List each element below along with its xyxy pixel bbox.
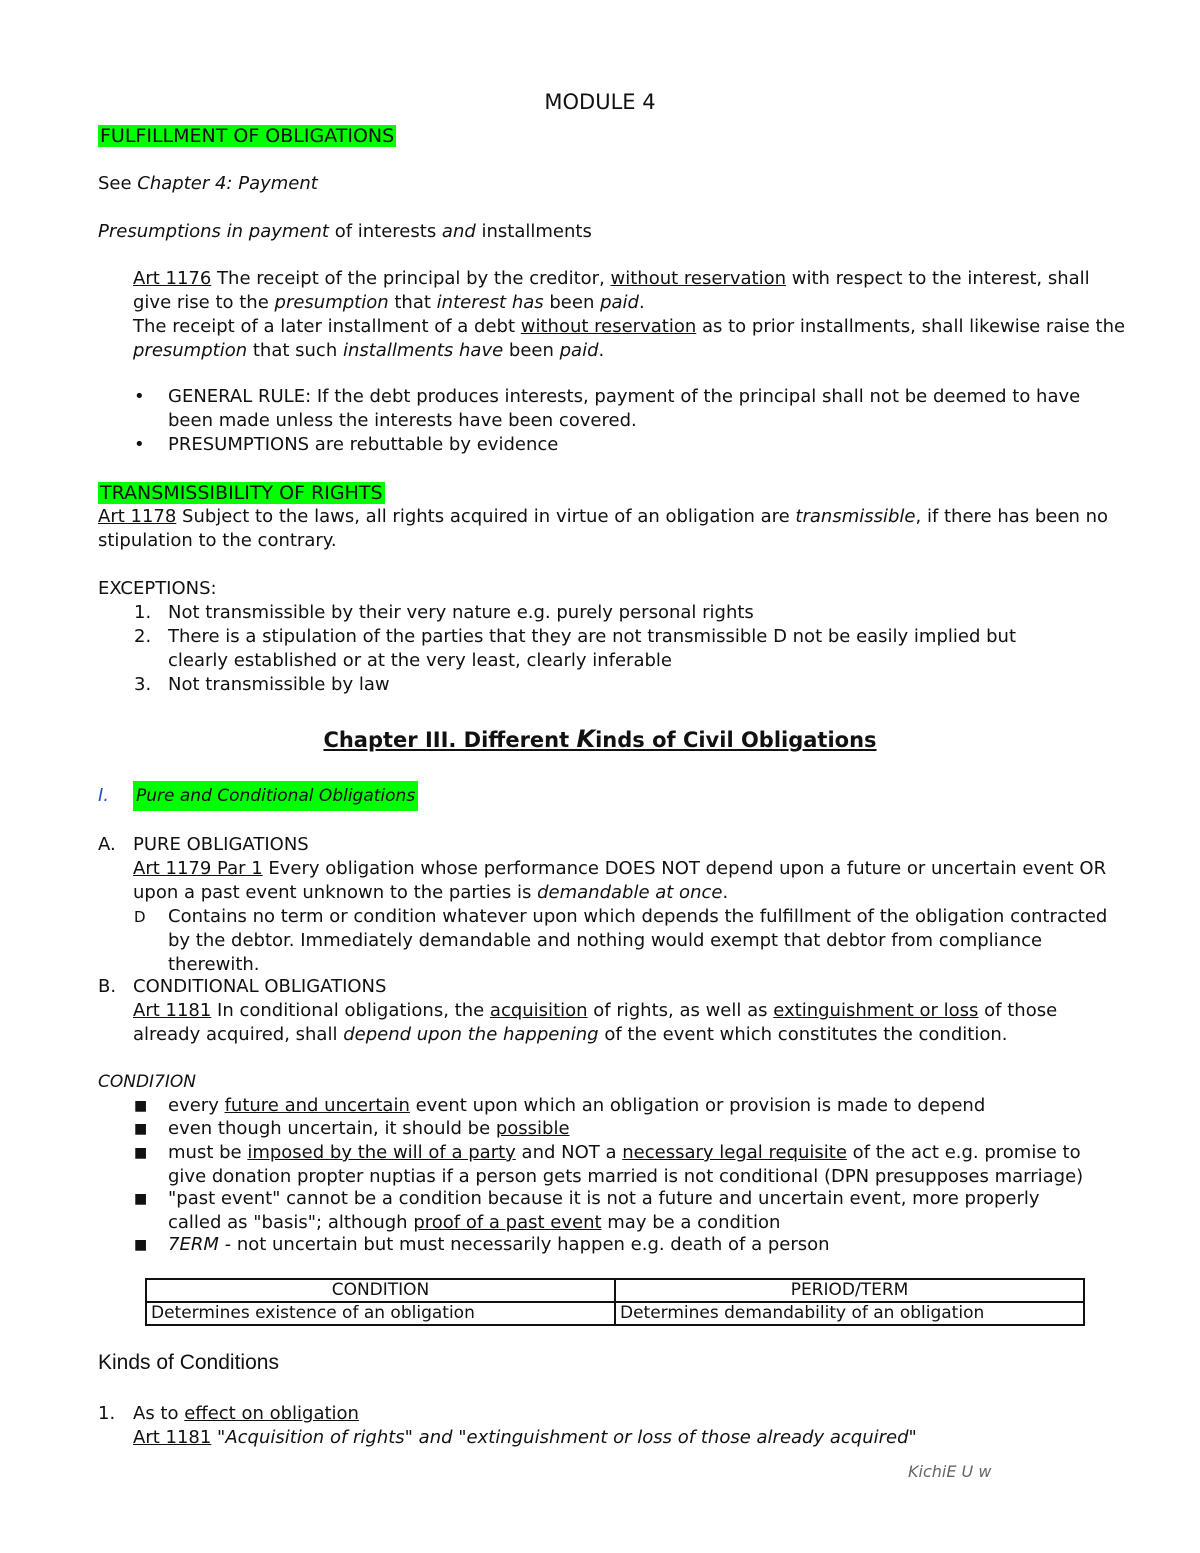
square-bullet-icon: ■ — [134, 1191, 148, 1207]
text-run: every — [168, 1095, 225, 1116]
text-run: The receipt of a later installment of a debt — [133, 316, 521, 337]
art-1181-paragraph — [133, 999, 1123, 1047]
list-letter: B. — [98, 976, 117, 997]
underlined-term: without reservation — [520, 316, 697, 337]
heading-highlight: FULFILLMENT OF OBLIGATIONS — [100, 125, 395, 147]
exceptions-label: EXCEPTIONS: — [98, 578, 217, 599]
text-run: - not uncertain but must necessarily happen e.g. death of a person — [218, 1234, 830, 1255]
list-letter: A. — [98, 834, 116, 855]
list-number: 2. — [134, 626, 152, 647]
subsection-title: Pure and Conditional Obligations — [133, 781, 418, 811]
square-bullet-icon: ■ — [134, 1098, 148, 1114]
presumptions-part: and — [441, 221, 476, 242]
table-row — [146, 1302, 1084, 1325]
presumptions-part: Presumptions in payment — [98, 221, 329, 242]
exception-item: Not transmissible by their very nature e.g. purely personal rights — [168, 602, 754, 623]
list-number: 1. — [98, 1403, 116, 1424]
text-run: . — [722, 882, 729, 903]
text-run: Every obligation whose performance DOES NOT depend upon a future or uncertain event OR upon a past event unknown to the parties is — [133, 858, 1107, 903]
bullet-dot-icon: • — [134, 434, 145, 455]
condition-bullet — [168, 1094, 1128, 1118]
chapter-title-part: inds of Civil Obligations — [595, 728, 877, 752]
exception-item: Not transmissible by law — [168, 674, 390, 695]
condition-vs-term-table — [145, 1278, 1085, 1326]
subsection-number: I. — [98, 785, 110, 806]
presumptions-part: installments — [475, 221, 592, 242]
underlined-term: future and uncertain — [224, 1095, 410, 1116]
square-bullet-icon: ■ — [134, 1145, 148, 1161]
underlined-term: effect on obligation — [184, 1403, 359, 1424]
table-header-condition: CONDITION — [146, 1279, 615, 1302]
italic-term: 7ERM — [168, 1234, 219, 1255]
text-run: even though uncertain, it should be — [168, 1118, 496, 1139]
text-run: As to — [133, 1403, 185, 1424]
presumptions-subheading — [98, 220, 592, 244]
heading-highlight: TRANSMISSIBILITY OF RIGHTS — [100, 482, 383, 504]
article-ref: Art 1181 — [133, 1427, 212, 1448]
text-run: The receipt of the principal by the creditor, — [211, 268, 611, 289]
italic-term: demandable at once — [537, 882, 723, 903]
underlined-term: possible — [495, 1118, 570, 1139]
section-heading-fulfillment — [98, 124, 396, 148]
text-run: of those already acquired, shall — [133, 1000, 1058, 1045]
text-run: . — [638, 292, 645, 313]
text-run: may be a condition — [601, 1212, 781, 1233]
kinds-heading: Kinds of Conditions — [98, 1351, 279, 1374]
condition-bullet — [168, 1233, 1128, 1257]
article-ref: Art 1178 — [98, 506, 177, 527]
underlined-term: necessary legal requisite — [622, 1142, 847, 1163]
list-number: 1. — [134, 602, 152, 623]
kinds-article — [133, 1426, 917, 1450]
text-run: of the act e.g. promise to give donation propter nuptias if a person gets married is not conditional (DPN presupposes marriage) — [168, 1142, 1084, 1187]
table-cell: Determines existence of an obligation — [146, 1302, 615, 1325]
bullet-dot-icon: • — [134, 386, 145, 407]
italic-term: paid — [600, 292, 639, 313]
chapter-title — [0, 727, 1200, 752]
text-run: , if there has been no stipulation to the contrary. — [98, 506, 1109, 551]
article-ref: Art 1176 — [133, 268, 212, 289]
chapter-reference: Chapter 4: Payment — [137, 173, 318, 194]
italic-term: interest has — [436, 292, 544, 313]
bullet-general-rule: GENERAL RULE: If the debt produces interests, payment of the principal shall not be deemed to have been made unless the interests have been covered. — [168, 386, 1081, 431]
article-ref: Art 1179 Par 1 — [133, 858, 263, 879]
page-title: MODULE 4 — [544, 90, 656, 114]
chapter-title-part: K — [576, 725, 596, 753]
table-header-period: PERIOD/TERM — [615, 1279, 1084, 1302]
condition-bullet — [168, 1187, 1093, 1235]
italic-term: transmissible — [795, 506, 916, 527]
italic-term: depend upon the happening — [343, 1024, 599, 1045]
art-1179-paragraph — [133, 857, 1133, 905]
text-run: that such — [247, 340, 343, 361]
kinds-item — [133, 1402, 359, 1426]
text-run: . — [598, 340, 605, 361]
table-row — [146, 1279, 1084, 1302]
text-run: and NOT a — [515, 1142, 623, 1163]
chapter-title-part: Chapter III. Different — [323, 728, 577, 752]
underlined-term: without reservation — [610, 268, 786, 289]
text-run: event upon which an obligation or provision is made to depend — [409, 1095, 986, 1116]
art-1176-paragraph — [133, 267, 1133, 363]
see-prefix: See — [98, 173, 138, 194]
presumptions-part: of interests — [328, 221, 442, 242]
underlined-term: acquisition — [489, 1000, 588, 1021]
page-footer: KichiE U w — [908, 1462, 992, 1481]
italic-term: presumption — [274, 292, 389, 313]
italic-term: installments have — [342, 340, 504, 361]
art-1178-paragraph — [98, 505, 1108, 553]
arrow-marker-icon: D — [134, 908, 146, 926]
text-run: that — [388, 292, 437, 313]
conditional-heading: CONDITIONAL OBLIGATIONS — [133, 976, 387, 997]
underlined-term: proof of a past event — [413, 1212, 602, 1233]
italic-term: "Acquisition of rights" and "extinguishment or loss of those already acquired" — [211, 1427, 917, 1448]
see-reference — [98, 172, 318, 196]
text-run: of the event which constitutes the condition. — [598, 1024, 1008, 1045]
underlined-term: imposed by the will of a party — [247, 1142, 516, 1163]
section-heading-transmissibility — [98, 481, 385, 505]
pure-heading: PURE OBLIGATIONS — [133, 834, 309, 855]
italic-term: presumption — [133, 340, 248, 361]
text-run: "past event" cannot be a condition because it is not a future and uncertain event, more properly called as "basis"; although — [168, 1188, 1040, 1233]
article-ref: Art 1181 — [133, 1000, 212, 1021]
condition-bullet — [168, 1117, 1128, 1141]
text-run: of rights, as well as — [587, 1000, 774, 1021]
table-cell: Determines demandability of an obligation — [615, 1302, 1084, 1325]
text-run: must be — [168, 1142, 248, 1163]
text-run: been — [543, 292, 601, 313]
exception-item: There is a stipulation of the parties that they are not transmissible D not be easily implied but clearly established or at the very least, clearly inferable — [168, 626, 1017, 671]
square-bullet-icon: ■ — [134, 1121, 148, 1137]
text-run: with respect to the interest, shall give rise to the — [133, 268, 1090, 313]
bullet-presumptions: PRESUMPTIONS are rebuttable by evidence — [168, 434, 559, 455]
underlined-term: extinguishment or loss — [773, 1000, 979, 1021]
text-run: been — [503, 340, 560, 361]
italic-term: paid — [559, 340, 599, 361]
text-run: as to prior installments, shall likewise raise the — [696, 316, 1126, 337]
pure-note: Contains no term or condition whatever upon which depends the fulfillment of the obligation contracted by the debtor. Immediately demandable and nothing would exempt that debtor from compliance therewith. — [168, 906, 1108, 975]
list-number: 3. — [134, 674, 152, 695]
condition-label: CONDI7ION — [98, 1072, 196, 1092]
condition-bullet — [168, 1141, 1093, 1189]
text-run: Subject to the laws, all rights acquired in virtue of an obligation are — [176, 506, 796, 527]
square-bullet-icon: ■ — [134, 1237, 148, 1253]
text-run: In conditional obligations, the — [211, 1000, 490, 1021]
